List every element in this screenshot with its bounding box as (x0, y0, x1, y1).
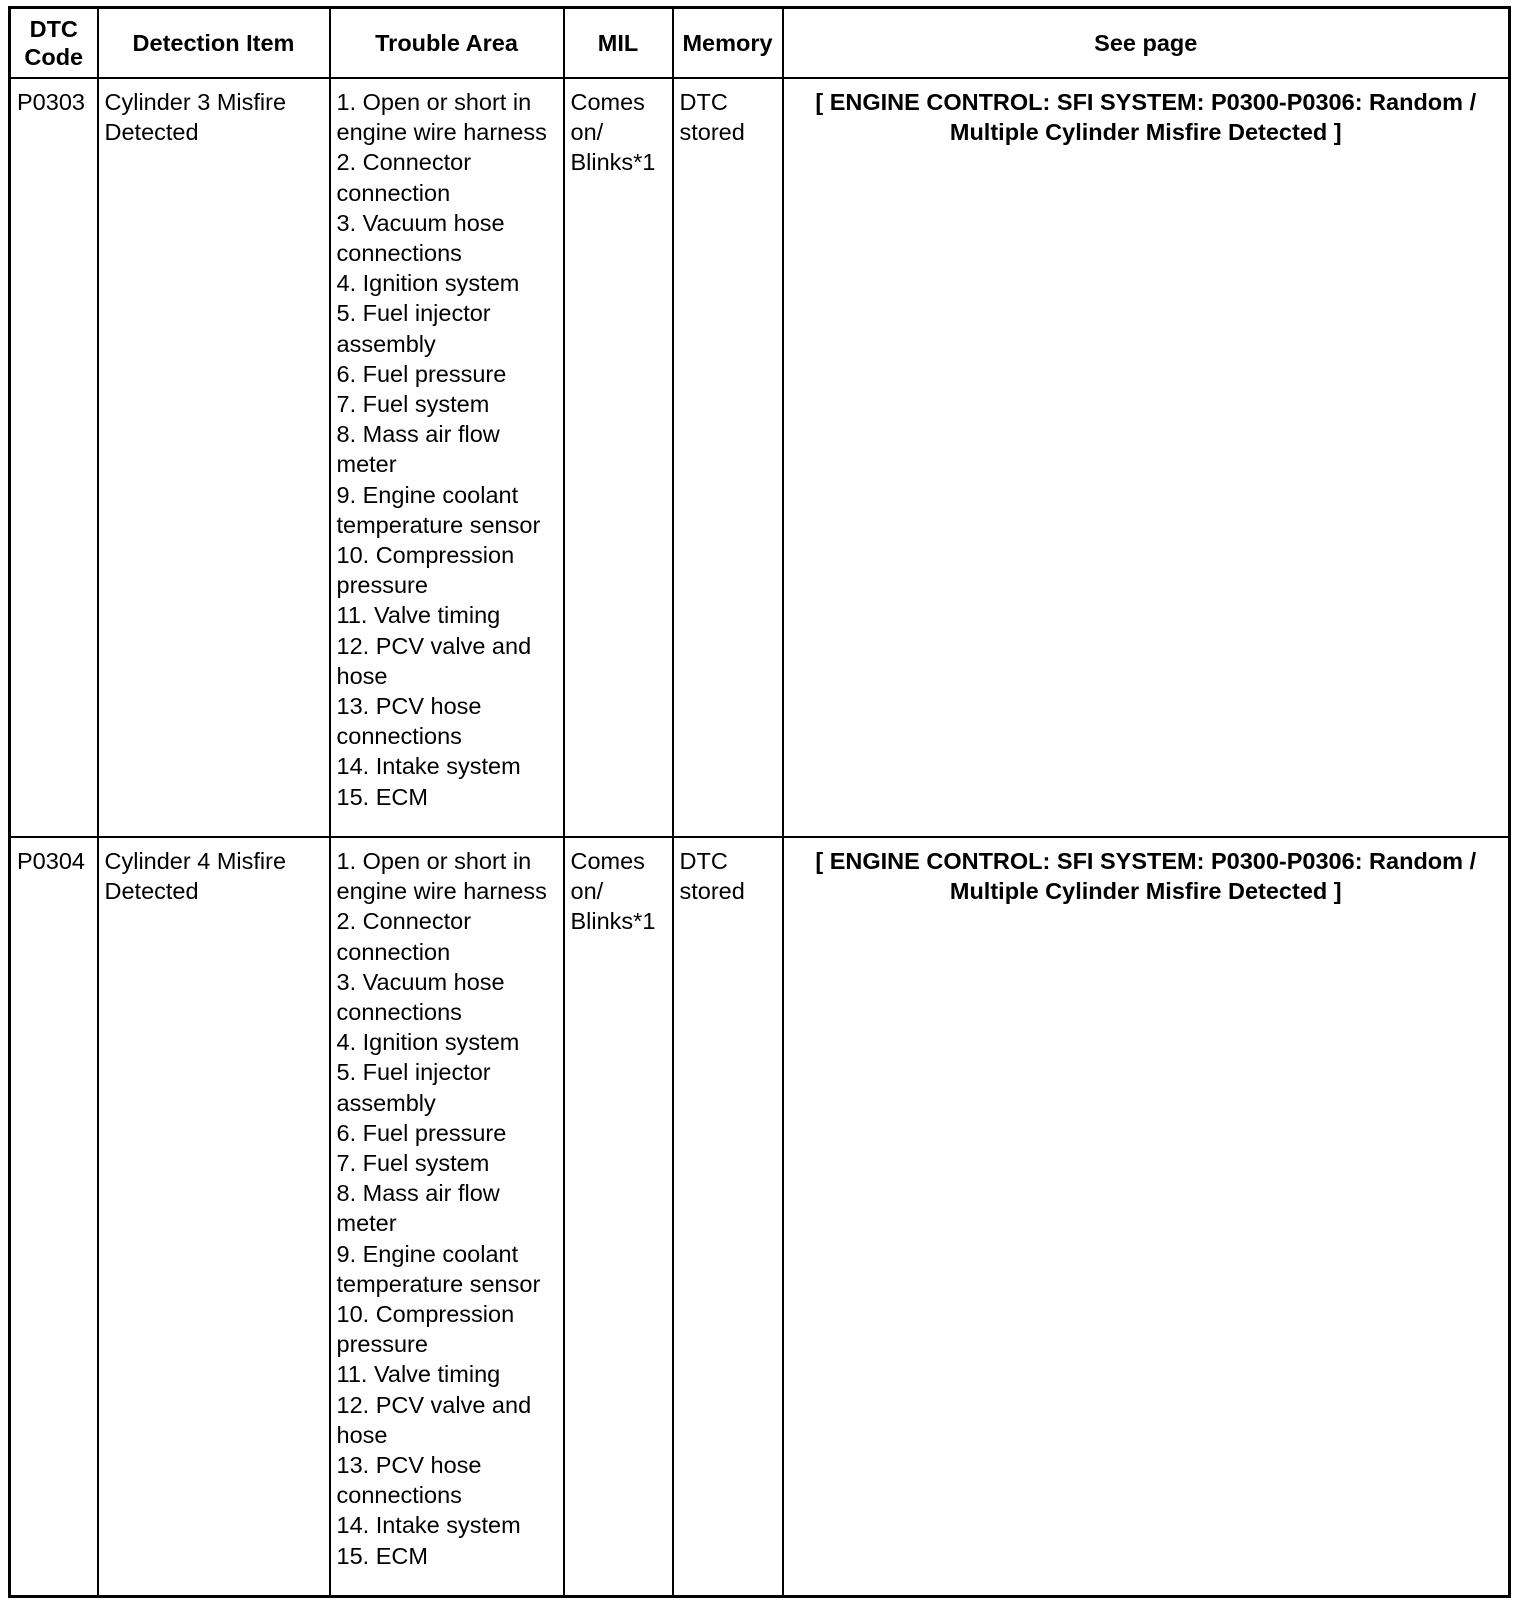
list-item: 5. Fuel injector assembly (336, 1059, 491, 1116)
header-trouble-area: Trouble Area (330, 8, 564, 79)
mil-cell: Comes on/ Blinks*1 (564, 837, 673, 1597)
dtc-code-cell: P0303 (10, 78, 98, 837)
trouble-area-list (337, 87, 558, 812)
header-see-page: See page (783, 8, 1510, 79)
list-item: 15. ECM (336, 1542, 428, 1569)
list-item: 2. Connector connection (336, 908, 472, 965)
list-item: 1. Open or short in engine wire harness (336, 848, 547, 905)
detection-item-cell: Cylinder 4 Misfire Detected (98, 837, 330, 1597)
list-item: 8. Mass air flow meter (336, 1180, 500, 1237)
list-item: 1. Open or short in engine wire harness (336, 89, 547, 146)
table-row (10, 837, 1510, 1597)
list-item: 3. Vacuum hose connections (336, 209, 505, 267)
header-memory: Memory (673, 8, 783, 79)
list-item: 6. Fuel pressure (336, 360, 507, 387)
header-mil: MIL (564, 8, 673, 79)
header-row (10, 8, 1510, 79)
header-detection-item: Detection Item (98, 8, 330, 79)
list-item: 9. Engine coolant temperature sensor (336, 481, 541, 538)
list-item: 15. ECM (336, 783, 428, 810)
list-item: 2. Connector connection (336, 149, 472, 206)
list-item: 4. Ignition system (336, 1029, 520, 1056)
list-item: 6. Fuel pressure (336, 1119, 507, 1146)
list-item: 4. Ignition system (336, 270, 520, 297)
list-item: 14. Intake system (336, 753, 521, 780)
list-item: 9. Engine coolant temperature sensor (336, 1240, 541, 1297)
list-item: 12. PCV valve and hose (336, 632, 532, 689)
dtc-code-cell: P0304 (10, 837, 98, 1597)
list-item: 10. Compression pressure (336, 1301, 515, 1358)
detection-item-cell: Cylinder 3 Misfire Detected (98, 78, 330, 837)
list-item: 8. Mass air flow meter (336, 421, 500, 478)
list-item: 7. Fuel system (336, 391, 490, 418)
table-row (10, 78, 1510, 837)
list-item: 11. Valve timing (336, 1361, 501, 1388)
see-page-link[interactable]: [ ENGINE CONTROL: SFI SYSTEM: P0300-P0306: Random / Multiple Cylinder Misfire Detected ] (783, 78, 1510, 837)
trouble-area-cell (330, 78, 564, 837)
trouble-area-list (337, 846, 558, 1571)
list-item: 7. Fuel system (336, 1150, 490, 1177)
list-item: 13. PCV hose connections (336, 1452, 482, 1509)
list-item: 3. Vacuum hose connections (336, 968, 505, 1026)
list-item: 10. Compression pressure (336, 542, 515, 599)
memory-cell: DTC stored (673, 78, 783, 837)
dtc-table (8, 6, 1511, 1598)
memory-cell: DTC stored (673, 837, 783, 1597)
list-item: 12. PCV valve and hose (336, 1391, 532, 1448)
list-item: 5. Fuel injector assembly (336, 300, 491, 357)
see-page-link[interactable]: [ ENGINE CONTROL: SFI SYSTEM: P0300-P0306: Random / Multiple Cylinder Misfire Detected ] (783, 837, 1510, 1597)
list-item: 14. Intake system (336, 1512, 521, 1539)
list-item: 13. PCV hose connections (336, 693, 482, 750)
trouble-area-cell (330, 837, 564, 1597)
mil-cell: Comes on/ Blinks*1 (564, 78, 673, 837)
list-item: 11. Valve timing (336, 602, 501, 629)
header-dtc-code: DTC Code (10, 8, 98, 79)
